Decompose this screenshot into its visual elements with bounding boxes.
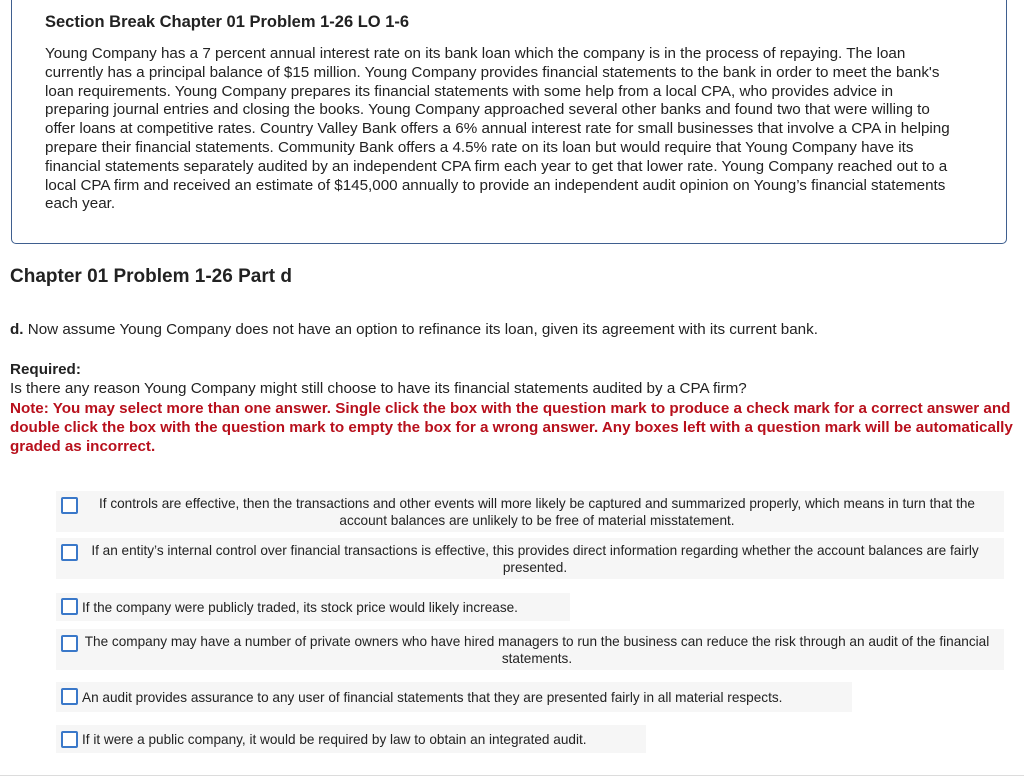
answer-option-text: The company may have a number of private owners who have hired managers to run the business can reduce the risk through an audit of the financial statements. (84, 633, 990, 666)
answer-option[interactable] (56, 491, 1004, 532)
section-text: Young Company has a 7 percent annual interest rate on its bank loan which the company is in the process of repaying. The loan currently has a principal balance of $15 million. Young Company provides financial statements to the bank in order to meet the bank's loan requirements. Young Company prepares its financial statements with some help from a local CPA, who provides advice in preparing journal entries and closing the books. Young Company approached several other banks and found two that were willing to offer loans at competitive rates. Country Valley Bank offers a 6% annual interest rate for small businesses that involve a CPA in helping prepare their financial statements. Community Bank offers a 4.5% rate on its loan but would require that Young Company have its financial statements separately audited by an independent CPA firm each year to get that lower rate. Young Company reached out to a local CPA firm and received an estimate of $145,000 annually to provide an independent audit opinion on Young’s financial statements each year. (45, 45, 950, 213)
answer-checkbox[interactable] (61, 598, 78, 615)
answer-option-text: If it were a public company, it would be required by law to obtain an integrated audit. (82, 731, 587, 747)
question (10, 321, 818, 338)
question-label: d. (10, 321, 24, 338)
instruction-note: Note: You may select more than one answer. Single click the box with the question mark to produce a check mark for a correct answer and double click the box with the question mark to empty the box for a wrong answer. Any boxes left with a question mark will be automatically graded as incorrect. (10, 400, 1013, 455)
answer-option-text: If an entity’s internal control over financial transactions is effective, this provides direct information regarding whether the account balances are fairly presented. (91, 542, 979, 575)
divider (0, 775, 1024, 776)
answer-option-text: If the company were publicly traded, its stock price would likely increase. (82, 599, 518, 615)
answer-option[interactable] (56, 538, 1004, 579)
section-title: Section Break Chapter 01 Problem 1-26 LO 1-6 (45, 13, 410, 31)
answer-option[interactable] (56, 682, 852, 712)
answer-checkbox[interactable] (61, 688, 78, 705)
answer-option[interactable] (56, 593, 570, 621)
answer-checkbox[interactable] (61, 544, 78, 561)
question-text: Now assume Young Company does not have an option to refinance its loan, given its agreement with its current bank. (23, 321, 818, 338)
answer-checkbox[interactable] (61, 635, 78, 652)
answer-option[interactable] (56, 629, 1004, 670)
part-title: Chapter 01 Problem 1-26 Part d (10, 266, 292, 287)
answer-option[interactable] (56, 725, 646, 753)
answer-checkbox[interactable] (61, 497, 78, 514)
answer-option-text: If controls are effective, then the transactions and other events will more likely be captured and summarized properly, which means in turn that the account balances are unlikely to be free of material misstatement. (99, 495, 975, 528)
answer-checkbox[interactable] (61, 731, 78, 748)
required-label: Required: (10, 361, 81, 378)
answer-option-text: An audit provides assurance to any user of financial statements that they are presented fairly in all material respects. (82, 689, 783, 705)
required-text: Is there any reason Young Company might still choose to have its financial statements audited by a CPA firm? (10, 380, 747, 397)
